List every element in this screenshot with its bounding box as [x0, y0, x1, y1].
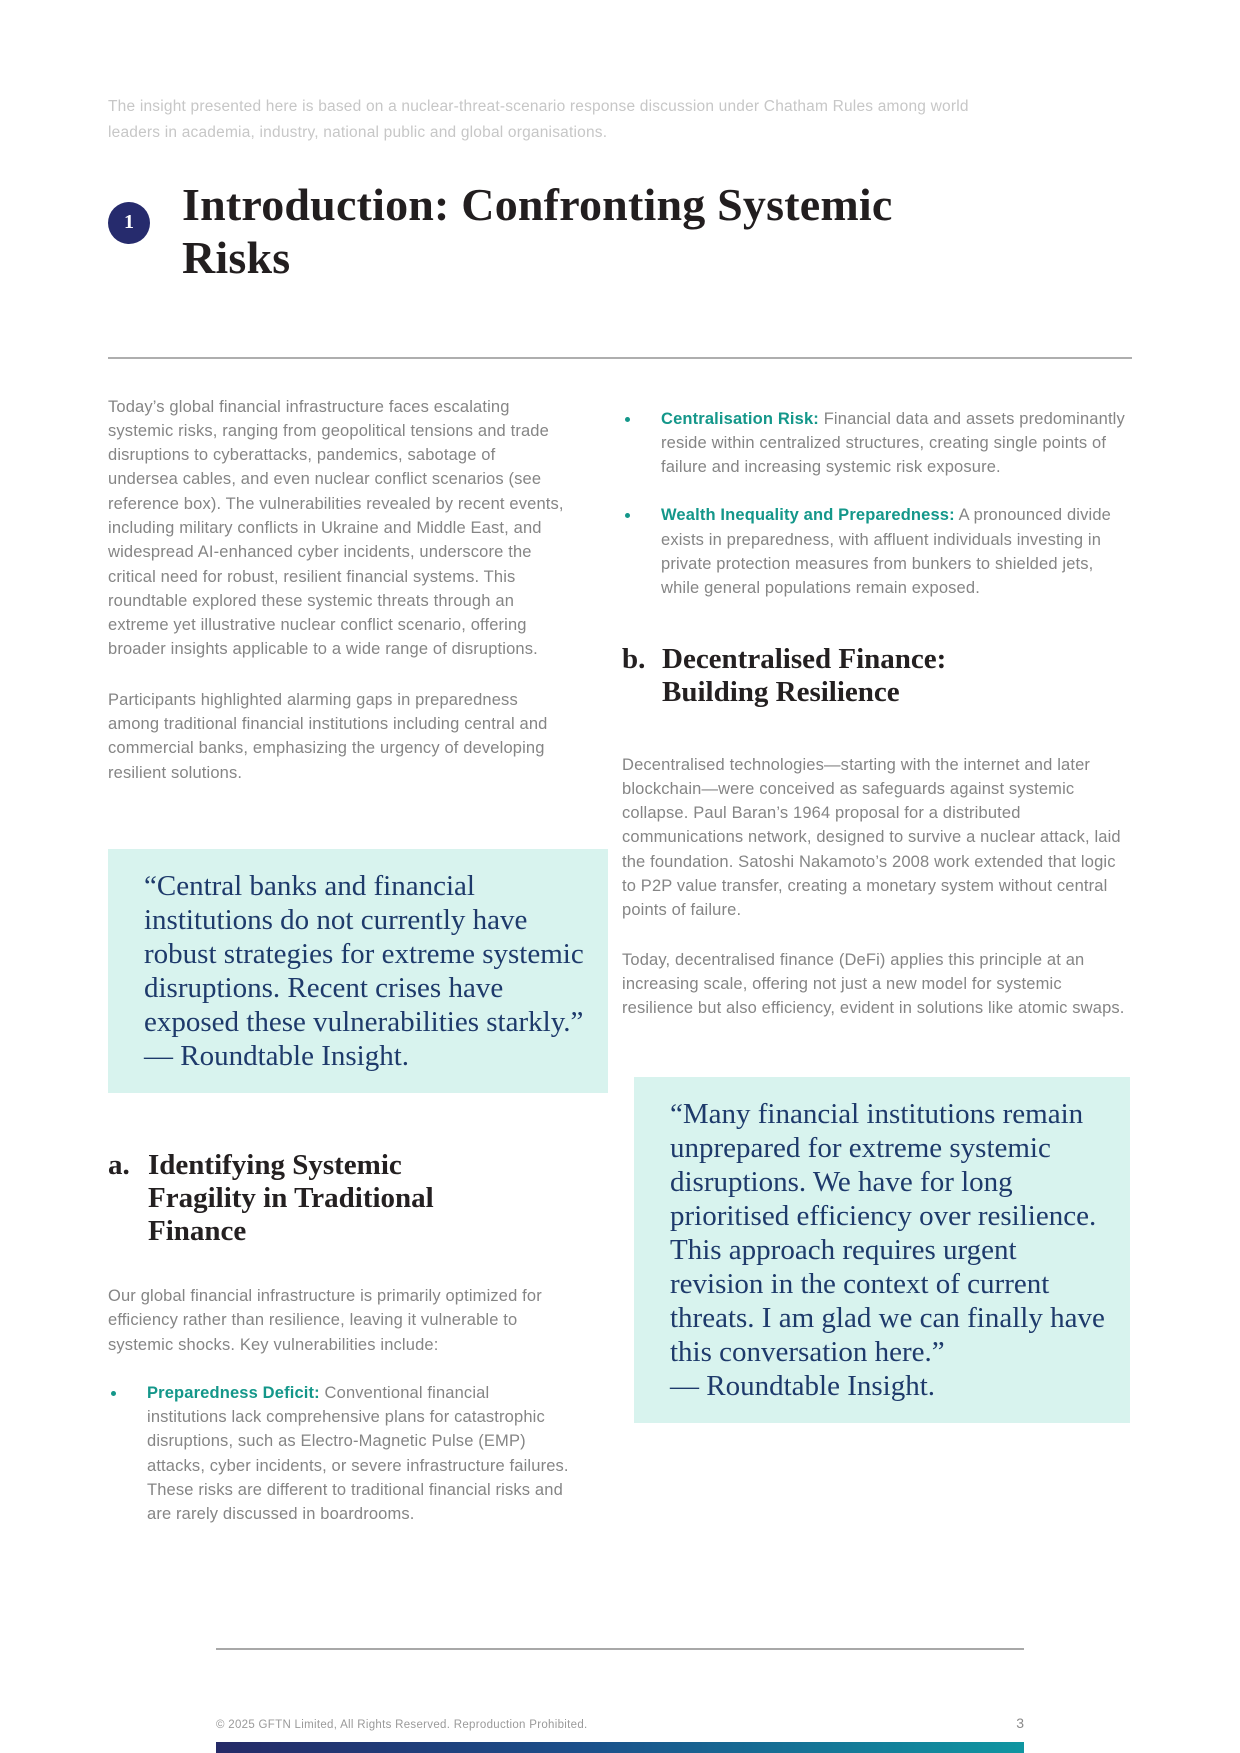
subsection-a-label: a.: [108, 1148, 130, 1181]
bullet-text: Financial data and assets predominantly reside within centralized structures, creating single points of failure and increasing systemic risk exposure.: [661, 409, 1125, 477]
list-item: [622, 407, 1132, 480]
bullet-label: Wealth Inequality and Preparedness:: [661, 506, 955, 525]
footer-gradient-bar: [216, 1742, 1024, 1753]
subsection-b-label: b.: [622, 642, 646, 675]
subsection-a-paragraph: Our global financial infrastructure is primarily optimized for efficiency rather than resilience, leaving it vulnerable to systemic shocks. Key vulnerabilities include:: [108, 1286, 542, 1354]
intro-paragraph-2: Participants highlighted alarming gaps in preparedness among traditional financial institutions including central and commercial banks, emphasizing the urgency of developing resilient solutions.: [108, 690, 548, 782]
bullet-text: A pronounced divide exists in preparedness, with affluent individuals investing in private protection measures from bunkers to shielded jets, while general populations remain exposed.: [661, 506, 1111, 598]
list-item: [108, 1381, 570, 1527]
bullet-label: Centralisation Risk:: [661, 409, 819, 428]
pull-quote-1-text: “Central banks and financial institutions do not currently have robust strategies for extreme systemic disruptions. Recent crises have exposed these vulnerabilities starkly.”: [144, 869, 584, 1038]
disclaimer-note: The insight presented here is based on a nuclear-threat-scenario response discussion under Chatham Rules among world leaders in academia, industry, national public and global organisations.: [108, 97, 969, 141]
vulnerability-list-right: [622, 407, 1132, 601]
header-divider: [108, 357, 1132, 359]
bullet-icon: [625, 417, 630, 422]
section-header: [108, 178, 1132, 284]
pull-quote-1-attribution: — Roundtable Insight.: [144, 1039, 410, 1072]
intro-paragraph-1: Today’s global financial infrastructure faces escalating systemic risks, ranging from geopolitical tensions and trade disruptions to cyberattacks, pandemics, sabotage of undersea cables, and even nuclear conflict scenarios (see reference box). The vulnerabilities revealed by recent events, including military conflicts in Ukraine and Middle East, and widespread AI-enhanced cyber incidents, underscore the critical need for robust, resilient financial systems. This roundtable explored these systemic threats through an extreme yet illustrative nuclear conflict scenario, offering broader insights applicable to a wide range of disruptions.: [108, 397, 564, 659]
left-column: [108, 395, 584, 1527]
subsection-b-paragraph-1: Decentralised technologies—starting with the internet and later blockchain—were conceived as safeguards against systemic collapse. Paul Baran’s 1964 proposal for a distributed communications network, designed to survive a nuclear attack, laid the foundation. Satoshi Nakamoto’s 2008 work extended that logic to P2P value transfer, creating a monetary system without central points of failure.: [622, 755, 1121, 920]
subsection-a-title: Identifying Systemic Fragility in Traditional Finance: [148, 1148, 434, 1247]
right-column: [622, 395, 1132, 1527]
page-number: 3: [1016, 1715, 1024, 1731]
subsection-b-paragraph-2: Today, decentralised finance (DeFi) applies this principle at an increasing scale, offering not just a new model for systemic resilience but also efficiency, evident in solutions like atomic swaps.: [622, 950, 1125, 1018]
bullet-label: Preparedness Deficit:: [147, 1383, 320, 1402]
footer-divider: [216, 1648, 1024, 1650]
bullet-text: Conventional financial institutions lack comprehensive plans for catastrophic disruptions, such as Electro-Magnetic Pulse (EMP) attacks, cyber incidents, or severe infrastructure failures. These risks are different to traditional financial risks and are rarely discussed in boardrooms.: [147, 1383, 569, 1524]
pull-quote-1: [108, 849, 608, 1093]
subsection-heading-a: [108, 1149, 570, 1248]
section-number-badge: [108, 202, 150, 244]
page-footer: [216, 1633, 1024, 1753]
bullet-icon: [625, 513, 630, 518]
section-number: 1: [124, 211, 134, 233]
page-title: Introduction: Confronting Systemic Risks: [182, 178, 893, 283]
two-column-body: [108, 395, 1132, 1527]
vulnerability-list-left: [108, 1381, 570, 1527]
pull-quote-2-text: “Many financial institutions remain unprepared for extreme systemic disruptions. We have for long prioritised efficiency over resilience. This approach requires urgent revision in the context of current threats. I am glad we can finally have this conversation here.”: [670, 1097, 1105, 1368]
bullet-icon: [111, 1391, 116, 1396]
list-item: [622, 503, 1132, 600]
document-page: [108, 0, 1132, 1753]
pull-quote-2-attribution: — Roundtable Insight.: [670, 1369, 936, 1402]
subsection-heading-b: [622, 643, 1132, 709]
subsection-b-title: Decentralised Finance: Building Resilience: [662, 642, 947, 708]
pull-quote-2: [634, 1077, 1130, 1423]
copyright-notice: © 2025 GFTN Limited, All Rights Reserved. Reproduction Prohibited.: [216, 1719, 588, 1731]
